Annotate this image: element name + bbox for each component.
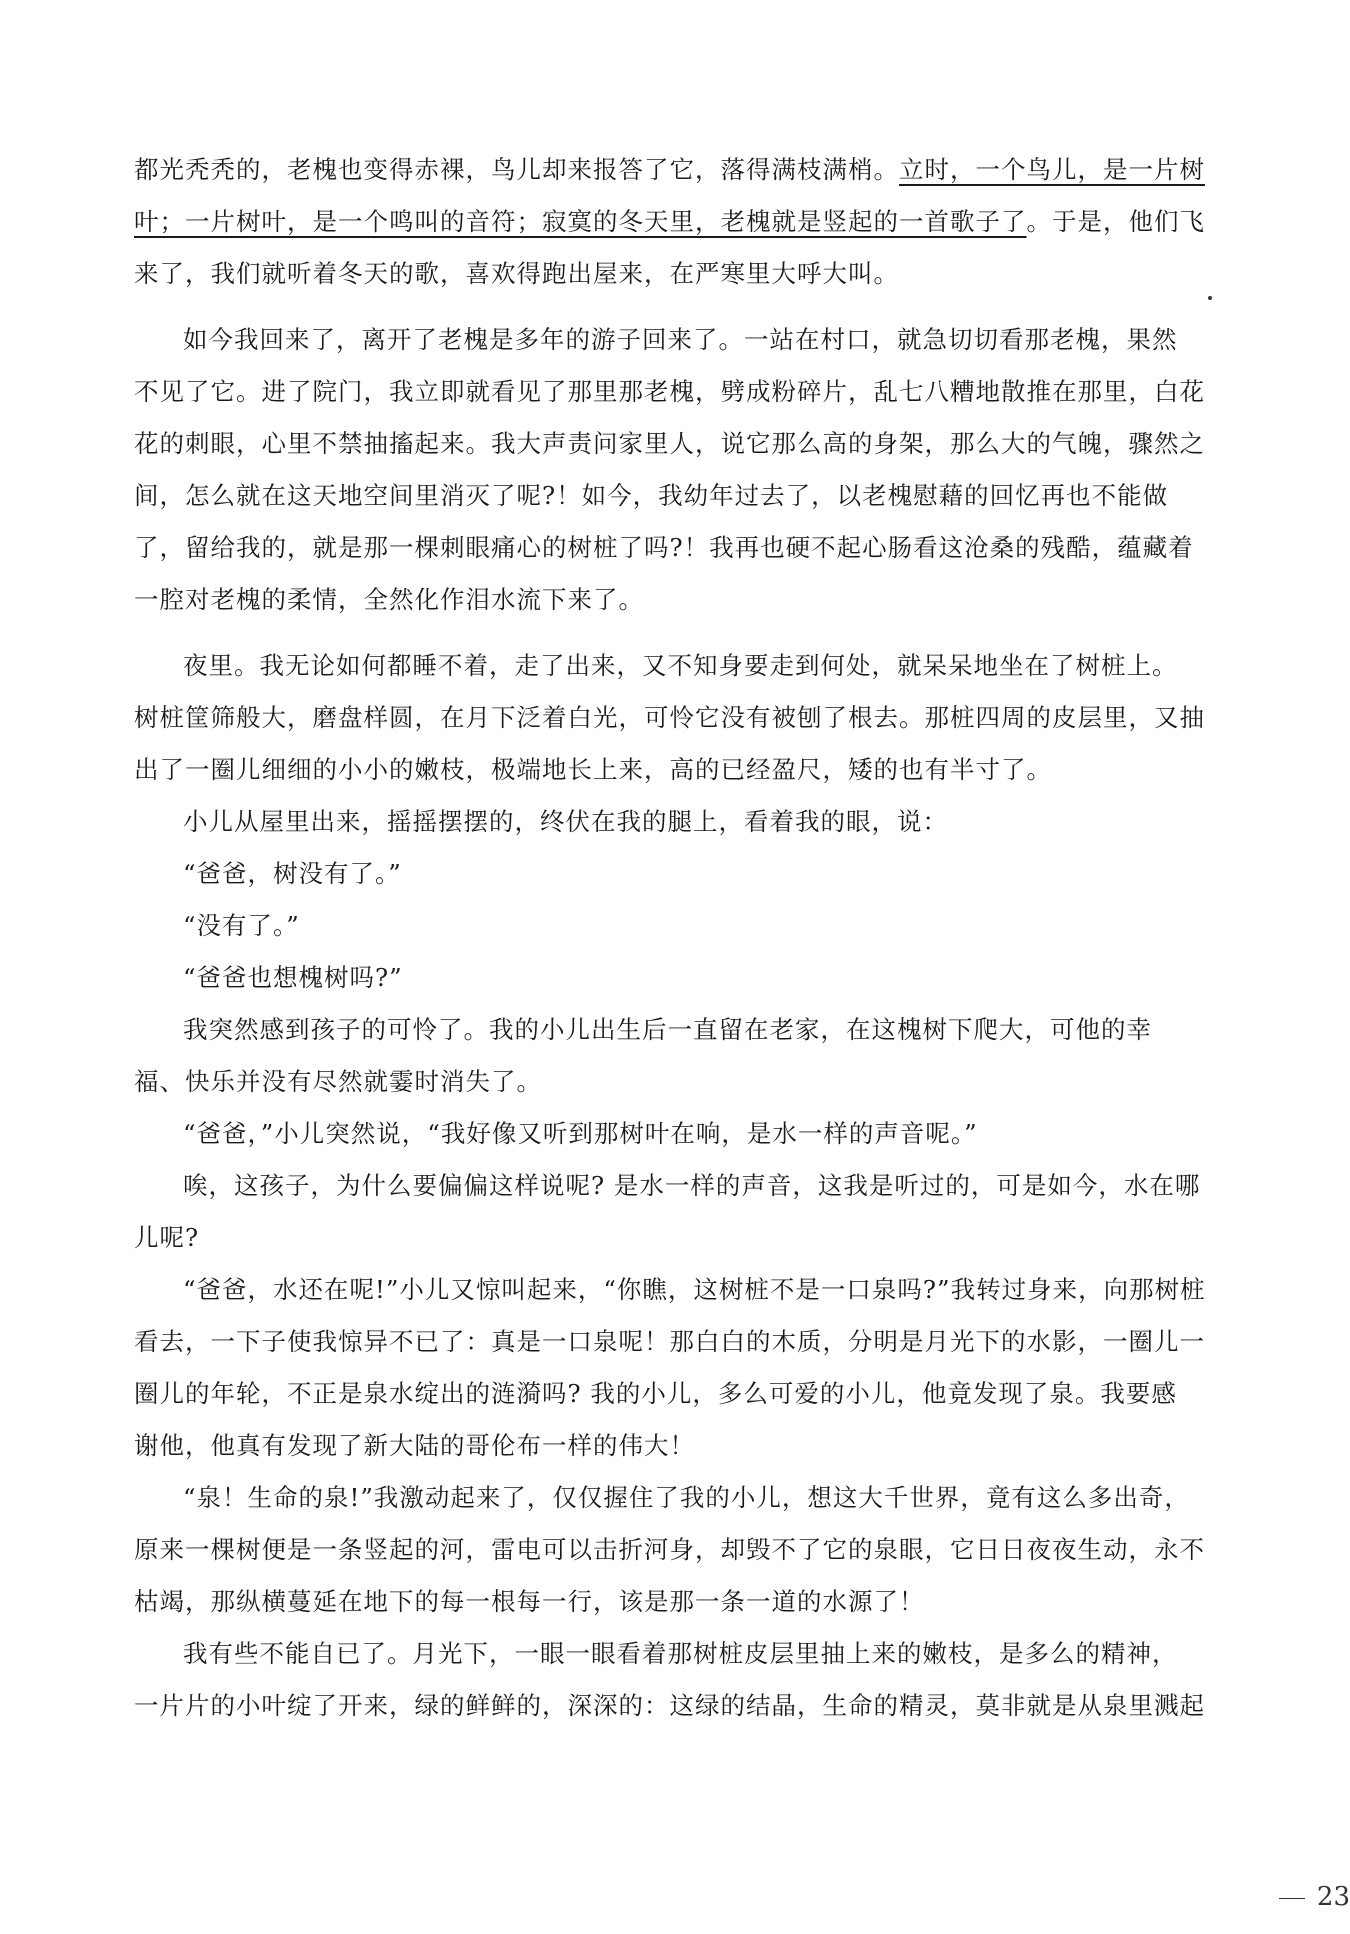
text-run: 了，留给我的，就是那一棵刺眼痛心的树桩了吗?！我再也硬不起心肠看这沧桑的残酷，蕴藏着 <box>134 533 1194 562</box>
text-line <box>134 470 1232 522</box>
text-run: 看去，一下子使我惊异不已了：真是一口泉呢！那白白的木质，分明是月光下的水影，一圈儿一 <box>134 1327 1205 1356</box>
text-line <box>134 1628 1232 1680</box>
text-line <box>134 1108 1232 1160</box>
page-footer <box>1279 1882 1350 1912</box>
text-line <box>134 952 1232 1004</box>
paragraph <box>134 1004 1232 1108</box>
text-run: 夜里。我无论如何都睡不着，走了出来，又不知身要走到何处，就呆呆地坐在了树桩上。 <box>183 651 1178 680</box>
text-run: 我有些不能自已了。月光下，一眼一眼看着那树桩皮层里抽上来的嫩枝，是多么的精神， <box>183 1639 1178 1668</box>
page-number-dash <box>1279 1898 1305 1899</box>
paragraph-spacer <box>134 300 1232 314</box>
text-run: 树桩筐筛般大，磨盘样圆，在月下泛着白光，可怜它没有被刨了根去。那桩四周的皮层里，又抽 <box>134 703 1205 732</box>
paragraph <box>134 848 1232 900</box>
text-run: 如今我回来了，离开了老槐是多年的游子回来了。一站在村口，就急切切看那老槐，果然 <box>183 325 1178 354</box>
text-line <box>134 1680 1232 1732</box>
text-line <box>134 1576 1232 1628</box>
paragraph <box>134 1628 1232 1732</box>
text-line <box>134 1368 1232 1420</box>
text-line <box>134 1264 1232 1316</box>
text-run: “没有了。” <box>183 911 300 940</box>
paragraph-spacer <box>134 626 1232 640</box>
text-run: 小儿从屋里出来，摇摇摆摆的，终伏在我的腿上，看着我的眼，说： <box>183 807 948 836</box>
paragraph <box>134 1264 1232 1472</box>
text-run: 儿呢? <box>134 1223 200 1252</box>
text-line <box>134 1212 1232 1264</box>
text-line <box>134 418 1232 470</box>
text-line <box>134 1004 1232 1056</box>
text-run: 都光秃秃的，老槐也变得赤裸，鸟儿却来报答了它，落得满枝满梢。 <box>134 155 899 184</box>
paragraph <box>134 1160 1232 1264</box>
text-run: “爸爸，”小儿突然说，“我好像又听到那树叶在响，是水一样的声音呢。” <box>183 1119 978 1148</box>
text-run: 一片片的小叶绽了开来，绿的鲜鲜的，深深的：这绿的结晶，生命的精灵，莫非就是从泉里溅起 <box>134 1691 1205 1720</box>
text-line <box>134 640 1232 692</box>
text-run: 花的刺眼，心里不禁抽搐起来。我大声责问家里人，说它那么高的身架，那么大的气魄，骤然之 <box>134 429 1205 458</box>
text-line <box>134 574 1232 626</box>
text-run: 圈儿的年轮，不正是泉水绽出的涟漪吗? 我的小儿，多么可爱的小儿，他竟发现了泉。我要感 <box>134 1379 1177 1408</box>
paragraph <box>134 1472 1232 1628</box>
paragraph <box>134 796 1232 848</box>
text-run: 谢他，他真有发现了新大陆的哥伦布一样的伟大！ <box>134 1431 695 1460</box>
scan-speck <box>1208 296 1212 300</box>
paragraph <box>134 1108 1232 1160</box>
text-run: 福、快乐并没有尽然就霎时消失了。 <box>134 1067 542 1096</box>
underlined-passage: 叶；一片树叶，是一个鸣叫的音符；寂寞的冬天里，老槐就是竖起的一首歌子了 <box>134 207 1027 236</box>
text-line <box>134 1472 1232 1524</box>
text-run: “泉！生命的泉!”我激动起来了，仅仅握住了我的小儿，想这大千世界，竟有这么多出奇， <box>183 1483 1190 1512</box>
text-line <box>134 744 1232 796</box>
text-line <box>134 196 1232 248</box>
page-number: 23 <box>1316 1882 1350 1912</box>
text-line <box>134 1316 1232 1368</box>
body-text <box>134 144 1232 1732</box>
paragraph <box>134 952 1232 1004</box>
paragraph <box>134 640 1232 796</box>
text-run: 。于是，他们飞 <box>1026 207 1205 236</box>
text-run: “爸爸，水还在呢!”小儿又惊叫起来，“你瞧，这树桩不是一口泉吗?”我转过身来，向那树桩 <box>183 1275 1206 1304</box>
text-run: 枯竭，那纵横蔓延在地下的每一根每一行，该是那一条一道的水源了！ <box>134 1587 925 1616</box>
text-line <box>134 796 1232 848</box>
text-line <box>134 1524 1232 1576</box>
text-run: 原来一棵树便是一条竖起的河，雷电可以击折河身，却毁不了它的泉眼，它日日夜夜生动，永不 <box>134 1535 1205 1564</box>
text-line <box>134 248 1232 300</box>
text-line <box>134 1420 1232 1472</box>
text-line <box>134 900 1232 952</box>
paragraph <box>134 144 1232 300</box>
text-run: 出了一圈儿细细的小小的嫩枝，极端地长上来，高的已经盈尺，矮的也有半寸了。 <box>134 755 1052 784</box>
text-line <box>134 1056 1232 1108</box>
text-line <box>134 522 1232 574</box>
text-line <box>134 366 1232 418</box>
text-run: 唉，这孩子，为什么要偏偏这样说呢? 是水一样的声音，这我是听过的，可是如今，水在哪 <box>183 1171 1201 1200</box>
text-line <box>134 692 1232 744</box>
paragraph <box>134 900 1232 952</box>
text-run: 间，怎么就在这天地空间里消灭了呢?！如今，我幼年过去了，以老槐慰藉的回忆再也不能做 <box>134 481 1169 510</box>
paragraph <box>134 314 1232 626</box>
text-run: 来了，我们就听着冬天的歌，喜欢得跑出屋来，在严寒里大呼大叫。 <box>134 259 899 288</box>
text-line <box>134 1160 1232 1212</box>
text-line <box>134 848 1232 900</box>
text-run: “爸爸也想槐树吗?” <box>183 963 403 992</box>
text-run: 一腔对老槐的柔情，全然化作泪水流下来了。 <box>134 585 644 614</box>
text-run: 我突然感到孩子的可怜了。我的小儿出生后一直留在老家，在这槐树下爬大，可他的幸 <box>183 1015 1152 1044</box>
underlined-passage: 立时，一个鸟儿，是一片树 <box>899 155 1205 184</box>
text-line <box>134 314 1232 366</box>
text-line <box>134 144 1232 196</box>
text-run: 不见了它。进了院门，我立即就看见了那里那老槐，劈成粉碎片，乱七八糟地散推在那里，白花 <box>134 377 1205 406</box>
text-run: “爸爸，树没有了。” <box>183 859 402 888</box>
